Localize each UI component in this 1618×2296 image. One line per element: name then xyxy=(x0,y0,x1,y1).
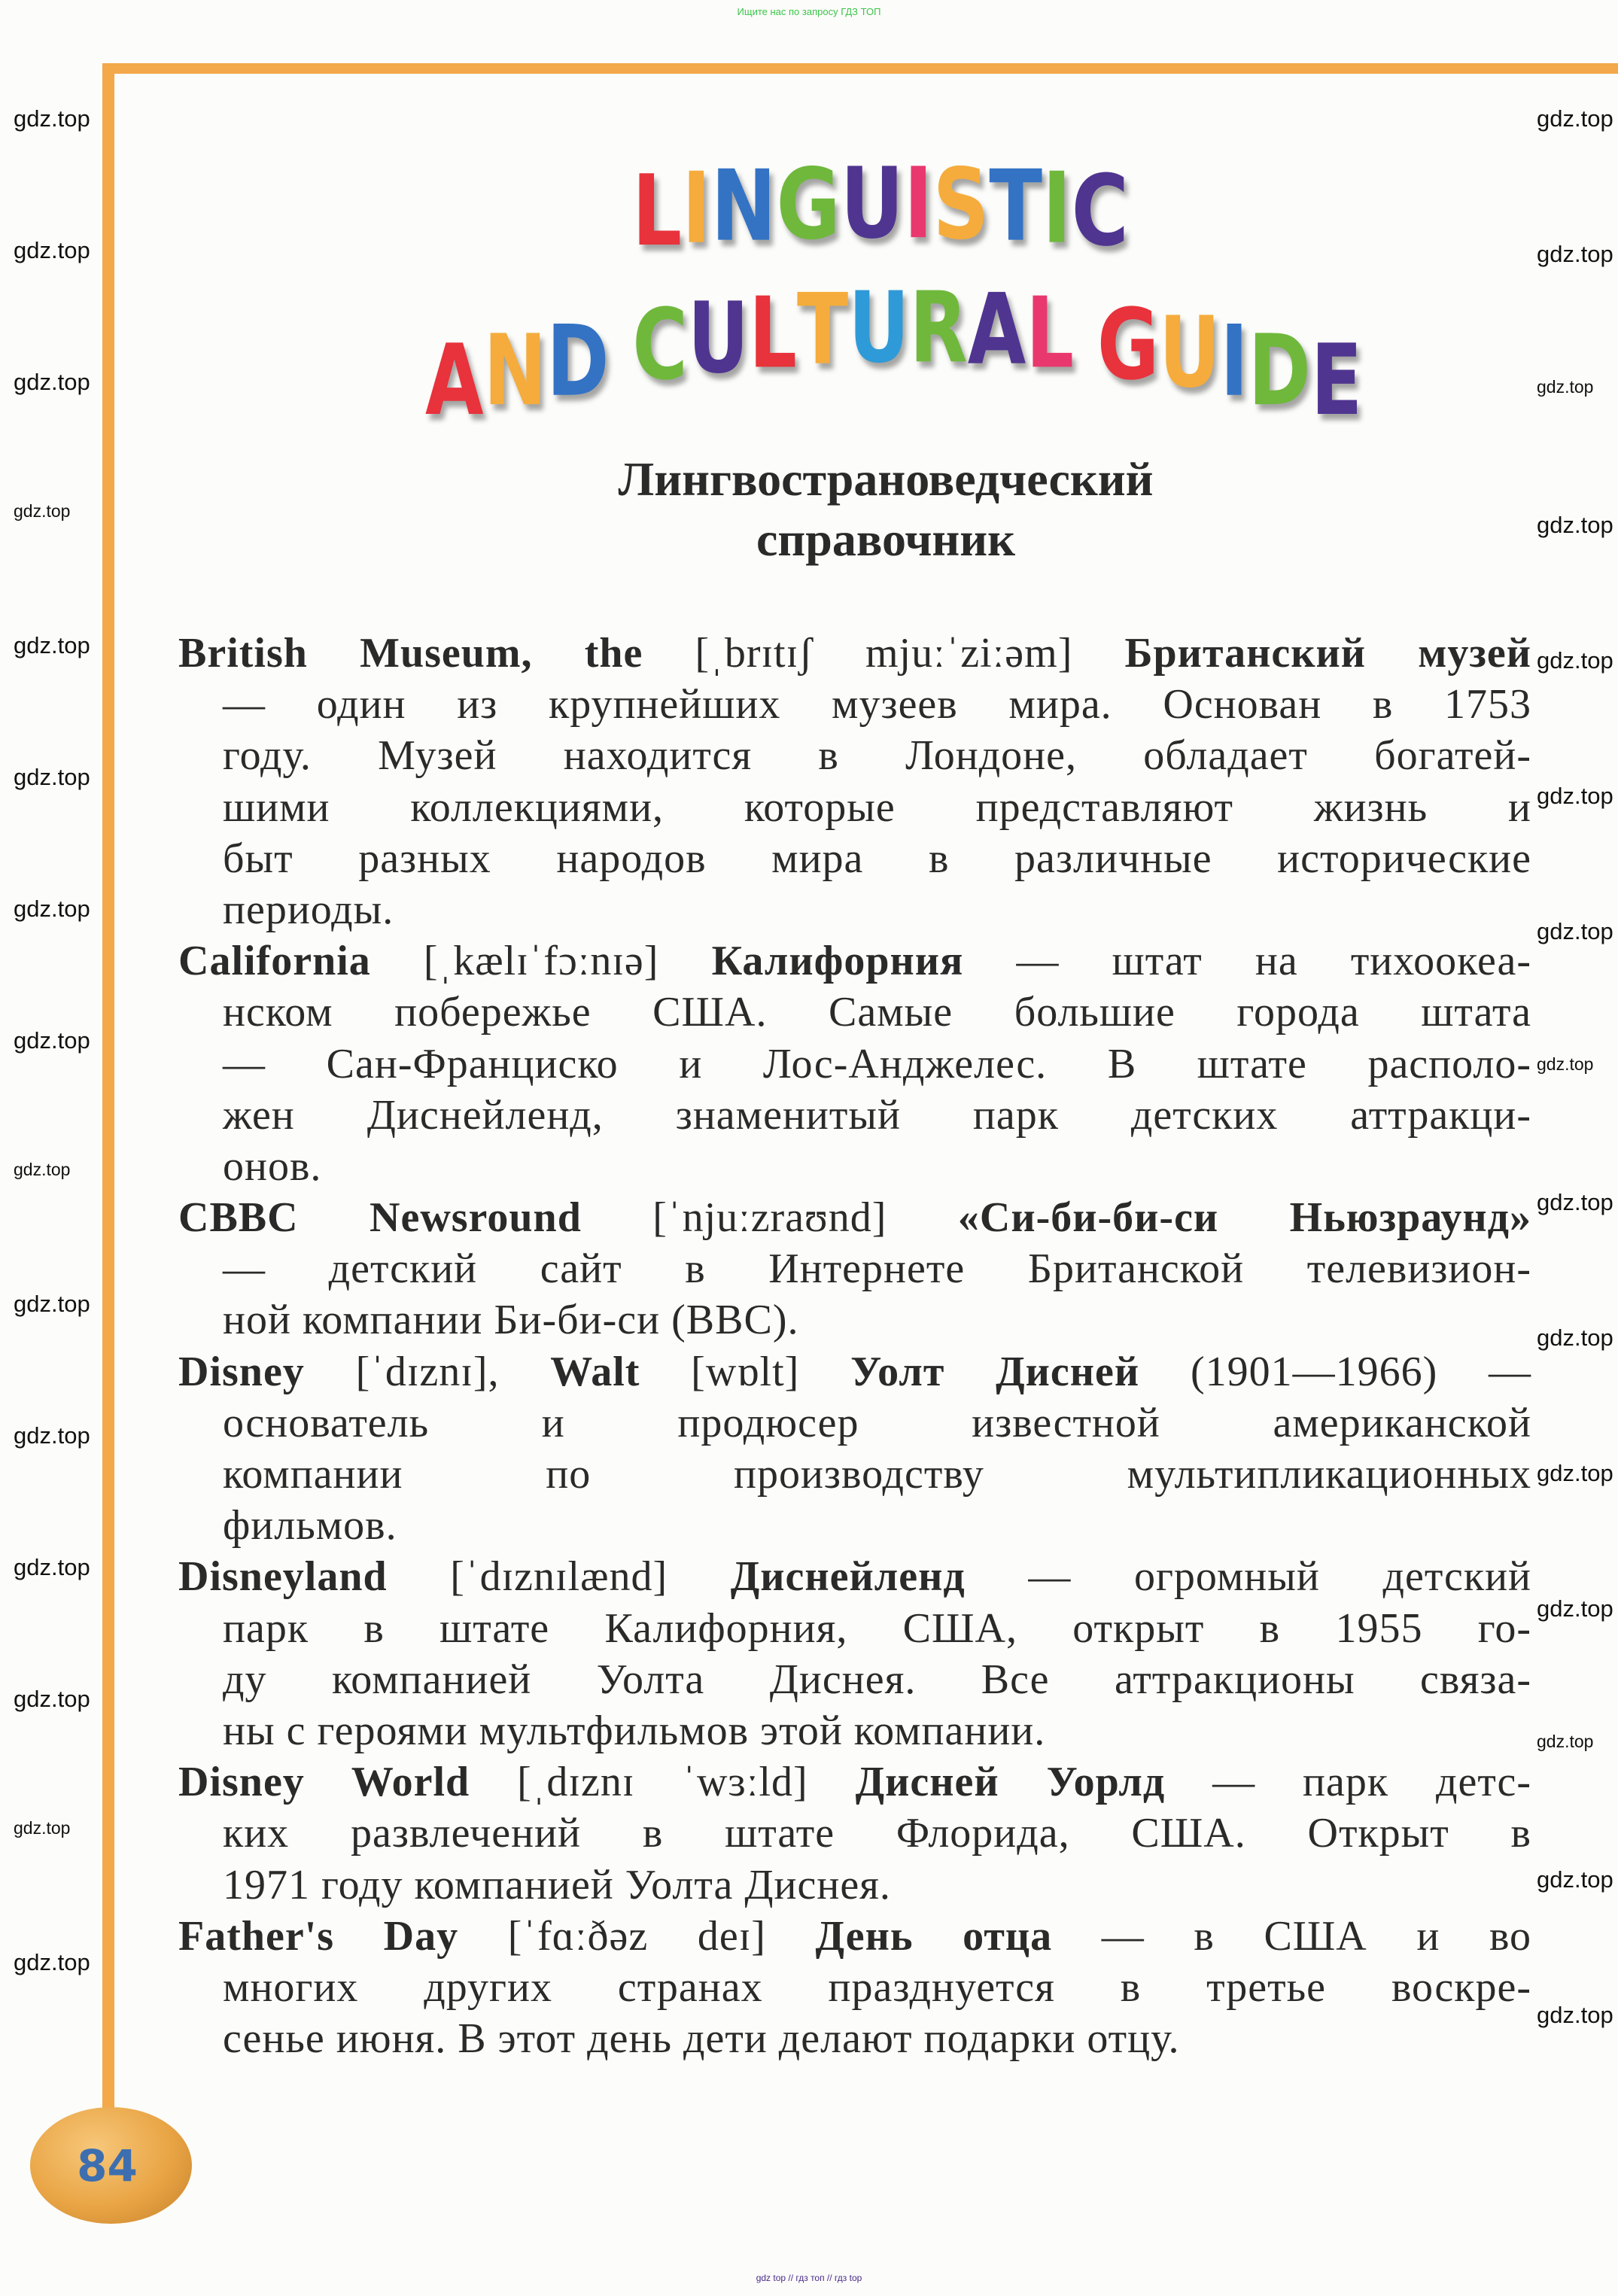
entry-term: Британский музей xyxy=(1124,630,1532,677)
entry-text: — штат на тихоокеа- xyxy=(963,938,1531,985)
entry-text-line xyxy=(178,1141,1531,1192)
entry-text: — детский сайт в Интернете Британской телевизион- xyxy=(223,1245,1531,1293)
entry-text: [ˌkælɪˈfɔːnɪə] xyxy=(370,938,712,985)
entry-text: ны с героями мультфильмов этой компании. xyxy=(223,1707,1046,1754)
entry-text-line xyxy=(178,2013,1531,2064)
watermark-text: gdz.top xyxy=(1537,1460,1613,1486)
entry-text: — Сан-Франциско и Лос-Анджелес. В штате располо- xyxy=(223,1040,1531,1087)
entry-text: компании по производству мультипликационных xyxy=(223,1451,1531,1498)
title-letter: I xyxy=(682,151,711,266)
entry-headline xyxy=(178,1911,1531,1962)
entry-text: — парк детс- xyxy=(1165,1759,1532,1806)
title-line-2 xyxy=(425,270,1363,437)
title-letter: I xyxy=(1042,151,1072,266)
entry-text: многих других странах празднуется в третье воскре- xyxy=(223,1963,1531,2011)
top-note: Ищите нас по запросу ГДЗ ТОП xyxy=(737,6,881,17)
entry-text: периоды. xyxy=(223,886,394,933)
entry-text: фильмов. xyxy=(223,1502,397,1549)
entry-text-line xyxy=(178,1962,1531,2013)
watermark-text: gdz.top xyxy=(14,1027,90,1054)
entry-text: [ˈdɪznɪ], xyxy=(304,1348,551,1395)
watermark-text: gdz.top xyxy=(14,1554,90,1580)
entry-text: онов. xyxy=(223,1142,322,1190)
watermark-text: gdz.top xyxy=(14,764,90,790)
bottom-note: gdz top // гдз топ // гдз top xyxy=(756,2273,862,2283)
entry-text-line xyxy=(178,1500,1531,1551)
watermark-text: gdz.top xyxy=(1537,1324,1613,1351)
glossary-entries xyxy=(178,628,1531,2064)
entry-headline xyxy=(178,1756,1531,1808)
entry-text-line xyxy=(178,1294,1531,1346)
entry-headline xyxy=(178,1551,1531,1602)
entry-term: British Museum, the xyxy=(178,630,643,677)
title-letter: R xyxy=(909,270,968,385)
entry-headline xyxy=(178,1192,1531,1243)
entry-text: ной компании Би-би-си (BBC). xyxy=(223,1297,799,1344)
page-number: 84 xyxy=(77,2139,138,2191)
title-letter: E xyxy=(1310,323,1363,437)
watermark-text: gdz.top xyxy=(14,632,90,658)
entry-text-line xyxy=(178,1705,1531,1756)
watermark-text: gdz.top xyxy=(1537,783,1613,809)
title-space xyxy=(1074,289,1097,387)
entry-text-line xyxy=(178,782,1531,833)
title-letter: I xyxy=(903,146,933,261)
entry-text-line xyxy=(178,1397,1531,1449)
title-space xyxy=(610,303,633,401)
watermark-text: gdz.top xyxy=(14,501,71,521)
entry-term: Walt xyxy=(550,1348,640,1395)
entry-text: — один из крупнейших музеев мира. Основан в 1753 xyxy=(223,681,1531,728)
entry-term: Дисней Уорлд xyxy=(855,1759,1166,1806)
title-letter: L xyxy=(749,275,797,391)
title-letter: A xyxy=(425,323,484,437)
watermark-text: gdz.top xyxy=(14,237,90,263)
entry-text-line xyxy=(178,1090,1531,1141)
watermark-text: gdz.top xyxy=(1537,918,1613,944)
watermark-text: gdz.top xyxy=(14,1422,90,1449)
entry-term: California xyxy=(178,938,371,985)
title-letter: D xyxy=(1248,313,1311,428)
entry-term: Disney xyxy=(178,1348,305,1395)
entry-term: Диснейленд xyxy=(730,1553,966,1601)
watermark-text: gdz.top xyxy=(1537,1595,1613,1622)
entry-text: (1901—1966) — xyxy=(1139,1348,1532,1395)
entry-text: ду компанией Уолта Диснея. Все аттракционы связа- xyxy=(223,1656,1531,1703)
title-letter: G xyxy=(1096,287,1160,402)
entry-text: нском побережье США. Самые большие города штата xyxy=(223,989,1531,1036)
entry-text: сенье июня. В этот день дети делают подарки отцу. xyxy=(223,2015,1180,2063)
watermark-text: gdz.top xyxy=(14,1160,71,1179)
page-number-badge xyxy=(30,2107,192,2224)
title-letter: N xyxy=(483,313,547,428)
entry-text: быт разных народов мира в различные исторические xyxy=(223,835,1531,882)
entry-text-line xyxy=(178,1603,1531,1654)
title-letter: U xyxy=(848,270,910,385)
title-letter: N xyxy=(710,148,777,263)
entry-term: Уолт Дисней xyxy=(850,1348,1140,1395)
watermark-text: gdz.top xyxy=(1537,105,1613,132)
entry-text-line xyxy=(178,884,1531,935)
watermark-text: gdz.top xyxy=(1537,512,1613,538)
entry-term: Father's Day xyxy=(178,1912,459,1960)
title-letter: L xyxy=(632,154,683,268)
entry-text-line xyxy=(178,1808,1531,1859)
title-letter: S xyxy=(932,147,990,262)
watermark-text: gdz.top xyxy=(1537,2002,1613,2028)
entry-text: году. Музей находится в Лондоне, обладает богатей- xyxy=(223,732,1531,780)
watermark-text: gdz.top xyxy=(1537,1866,1613,1893)
title-letter: I xyxy=(1220,303,1248,418)
title-letter: T xyxy=(989,148,1043,263)
entry-term: Disney World xyxy=(178,1759,470,1806)
title-letter: D xyxy=(546,303,610,418)
entry-text-line xyxy=(178,1860,1531,1911)
entry-text-line xyxy=(178,1449,1531,1500)
title-line-1 xyxy=(632,146,1129,268)
entry-text-line xyxy=(178,987,1531,1038)
entry-text-line xyxy=(178,833,1531,884)
title-letter: U xyxy=(687,281,750,396)
subtitle-line-1: Лингвострановедческий xyxy=(618,452,1154,506)
entry-text: [ˈfɑːðəz deɪ] xyxy=(458,1912,816,1960)
entry-text: парк в штате Калифорния, США, открыт в 1955 го- xyxy=(223,1604,1531,1652)
entry-text-line xyxy=(178,730,1531,781)
entry-term: День отца xyxy=(815,1912,1053,1960)
title-letter: L xyxy=(1026,275,1075,391)
watermark-text: gdz.top xyxy=(1537,377,1594,397)
watermark-text: gdz.top xyxy=(1537,647,1613,674)
entry-text: [ˈdɪznɪlænd] xyxy=(387,1553,731,1601)
entry-text: 1971 году компанией Уолта Диснея. xyxy=(223,1861,891,1908)
watermark-text: gdz.top xyxy=(14,105,90,132)
entry-text-line xyxy=(178,1243,1531,1294)
watermark-text: gdz.top xyxy=(14,1818,71,1838)
entry-text: — огромный детский xyxy=(965,1553,1532,1601)
title-letter: G xyxy=(776,147,841,262)
entry-headline xyxy=(178,1346,1531,1397)
entry-text: — в США и во xyxy=(1052,1912,1531,1960)
entry-text: [wɒlt] xyxy=(640,1348,851,1395)
entry-headline xyxy=(178,935,1531,987)
title-letter: C xyxy=(1071,154,1129,268)
entry-text-line xyxy=(178,1654,1531,1705)
title-letter: U xyxy=(840,146,904,261)
entry-term: Калифорния xyxy=(711,938,964,985)
entry-text-line xyxy=(178,679,1531,730)
entry-text: шими коллекциями, которые представляют жизнь и xyxy=(223,783,1531,831)
title-letter: T xyxy=(796,272,849,387)
watermark-text: gdz.top xyxy=(1537,1189,1613,1215)
entry-text: жен Диснейленд, знаменитый парк детских аттракци- xyxy=(223,1091,1531,1139)
title-letter: U xyxy=(1159,295,1221,410)
guide-title xyxy=(0,0,1618,436)
entry-term: Disneyland xyxy=(178,1553,388,1601)
subtitle-line-2: справочник xyxy=(756,512,1016,566)
watermark-text: gdz.top xyxy=(14,1291,90,1317)
title-letter: C xyxy=(632,287,688,402)
watermark-text: gdz.top xyxy=(14,369,90,395)
watermark-text: gdz.top xyxy=(1537,1732,1594,1751)
entry-term: «Си-би-би-си Ньюзраунд» xyxy=(957,1194,1531,1242)
entry-term: CBBC Newsround xyxy=(178,1194,582,1242)
entry-headline xyxy=(178,628,1531,679)
watermark-text: gdz.top xyxy=(14,1686,90,1712)
title-letter: A xyxy=(967,272,1026,387)
entry-text: ких развлечений в штате Флорида, США. Открыт в xyxy=(223,1810,1531,1857)
watermark-text: gdz.top xyxy=(14,1949,90,1975)
entry-text: основатель и продюсер известной американской xyxy=(223,1399,1531,1446)
watermark-text: gdz.top xyxy=(1537,241,1613,267)
watermark-text: gdz.top xyxy=(14,896,90,922)
watermark-text: gdz.top xyxy=(1537,1054,1594,1074)
entry-text-line xyxy=(178,1039,1531,1090)
entry-text: [ˌdɪznɪ ˈwɜːld] xyxy=(470,1759,856,1806)
entry-text: [ˌbrɪtɪʃ mjuːˈziːəm] xyxy=(643,630,1125,677)
entry-text: [ˈnjuːzraʊnd] xyxy=(581,1194,958,1242)
